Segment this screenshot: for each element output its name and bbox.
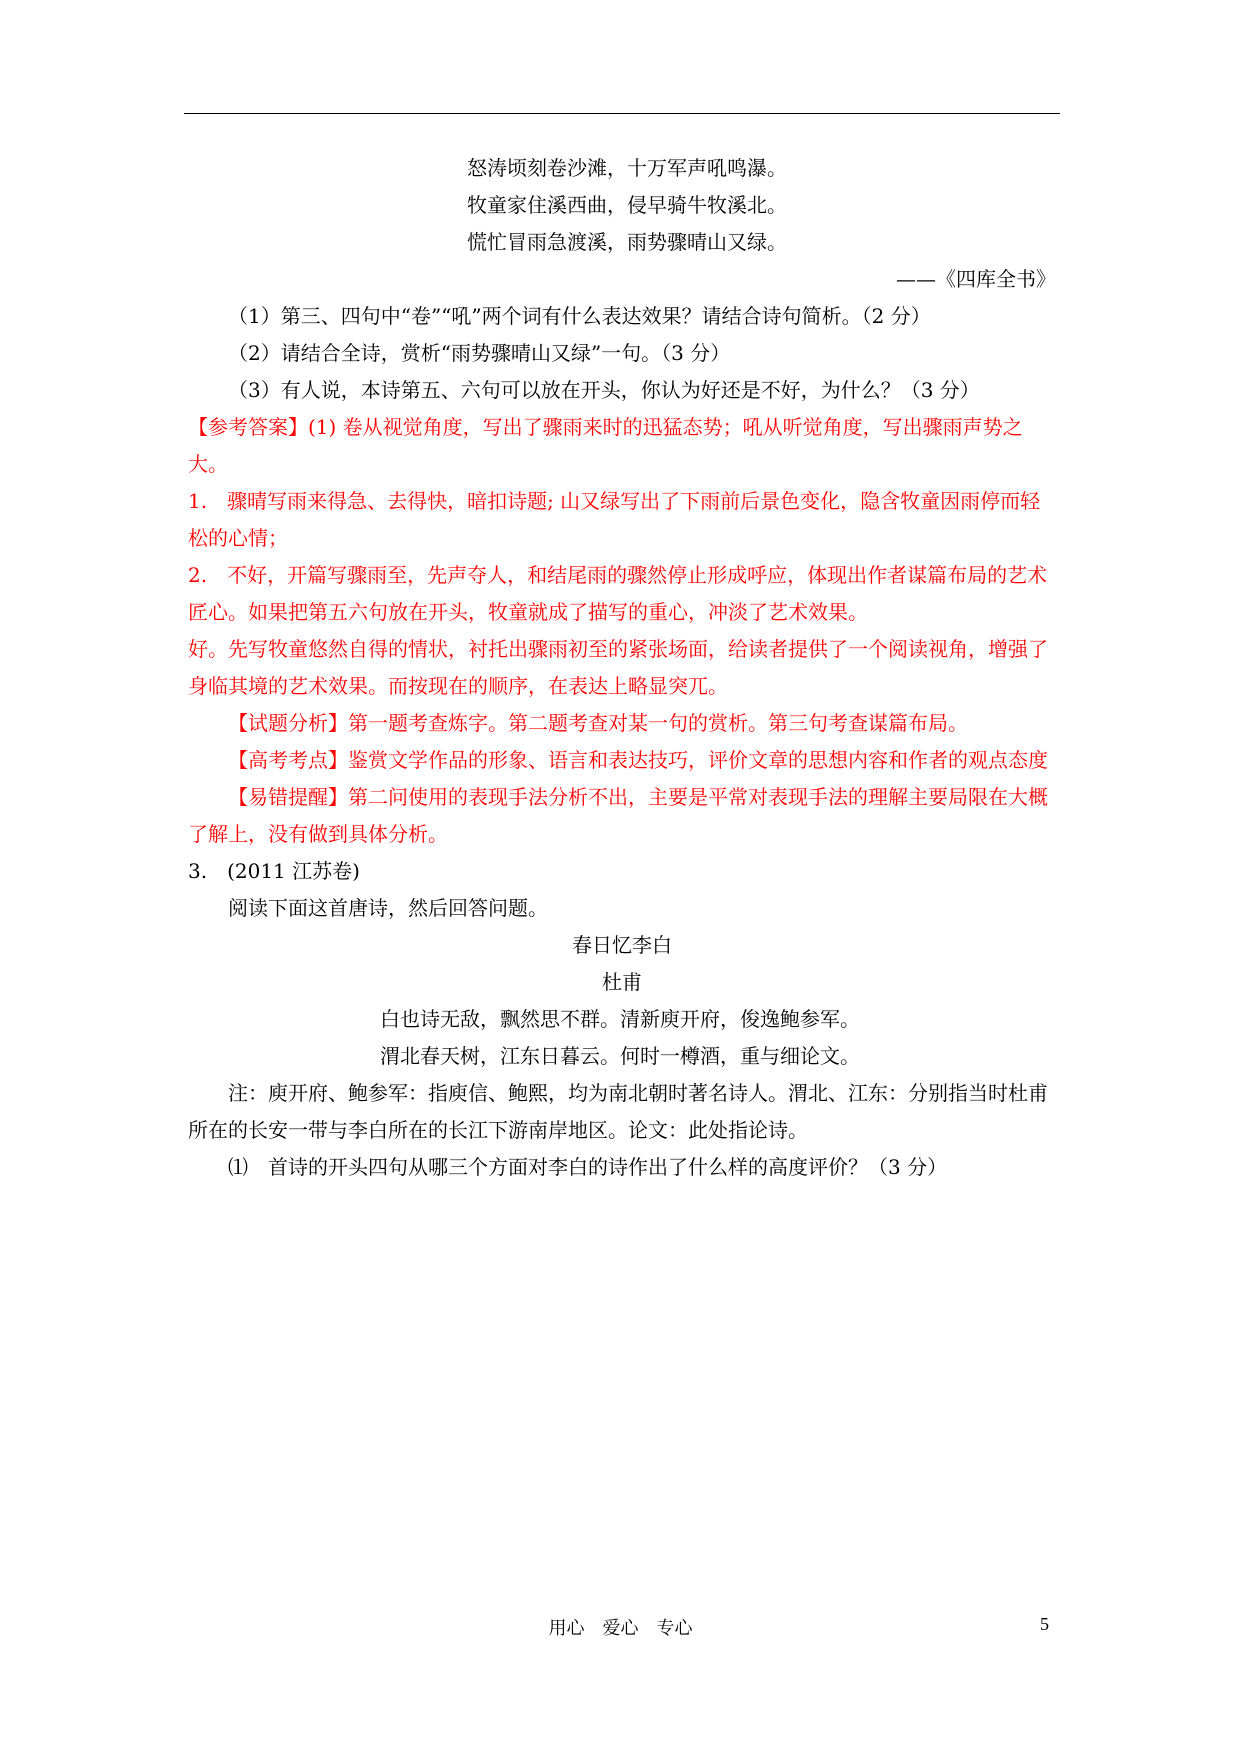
analysis-paragraph: 【试题分析】第一题考查炼字。第二题考查对某一句的赏析。第三句考查谋篇布局。 [228,711,968,735]
poem-line: 白也诗无敌，飘然思不群。清新庾开府，俊逸鲍参军。 [380,1007,860,1031]
footer-text: 用心 爱心 专心 [548,1618,693,1639]
page-number: 5 [1040,1614,1049,1634]
page-body [188,150,1056,1186]
note-paragraph: 注：庾开府、鲍参军：指庾信、鲍熙，均为南北朝时著名诗人。渭北、江东：分别指当时杜甫所在的长安一带与李白所在的长江下游南岸地区。论文：此处指论诗。 [188,1081,1048,1142]
poem-title: 春日忆李白 [572,933,672,957]
answer-paragraph: 【参考答案】(1) 卷从视觉角度，写出了骤雨来时的迅猛态势；吼从听觉角度，写出骤雨声势之大。 [188,415,1023,476]
poem-line: 慌忙冒雨急渡溪，雨势骤晴山又绿。 [467,230,787,254]
error-tip-paragraph: 【易错提醒】第二问使用的表现手法分析不出，主要是平常对表现手法的理解主要局限在大概了解上，没有做到具体分析。 [188,785,1048,846]
header-rule [184,113,1060,114]
poem-line: 牧童家住溪西曲，侵早骑牛牧溪北。 [467,193,787,217]
answer-paragraph: 好。先写牧童悠然自得的情状，衬托出骤雨初至的紧张场面，给读者提供了一个阅读视角，增强了身临其境的艺术效果。而按现在的顺序，在表达上略显突兀。 [188,637,1048,698]
answer-paragraph: 2. 不好，开篇写骤雨至，先声夺人，和结尾雨的骤然停止形成呼应，体现出作者谋篇布局的艺术匠心。如果把第五六句放在开头，牧童就成了描写的重心，冲淡了艺术效果。 [188,563,1048,624]
instruction: 阅读下面这首唐诗，然后回答问题。 [228,896,548,920]
question-item: （3）有人说，本诗第五、六句可以放在开头，你认为好还是不好，为什么？（3 分） [228,378,980,402]
poem-line: 怒涛顷刻卷沙滩，十万军声吼鸣瀑。 [467,156,787,180]
answer-paragraph: 1. 骤晴写雨来得急、去得快，暗扣诗题; 山又绿写出了下雨前后景色变化，隐含牧童因雨停而轻松的心情； [188,489,1041,550]
poem-line: 渭北春天树，江东日暮云。何时一樽酒，重与细论文。 [380,1044,860,1068]
question-item: ⑴ 首诗的开头四句从哪三个方面对李白的诗作出了什么样的高度评价？（3 分） [228,1155,948,1179]
poem-source: ——《四库全书》 [896,267,1056,291]
poem-author: 杜甫 [602,970,642,994]
exam-point-paragraph: 【高考考点】鉴赏文学作品的形象、语言和表达技巧，评价文章的思想内容和作者的观点态度 [228,748,1048,772]
question-header: 3. (2011 江苏卷) [188,859,360,883]
question-item: （2）请结合全诗，赏析“雨势骤晴山又绿”一句。（3 分） [228,341,731,365]
question-item: （1）第三、四句中“卷”“吼”两个词有什么表达效果？请结合诗句简析。（2 分） [228,304,931,328]
